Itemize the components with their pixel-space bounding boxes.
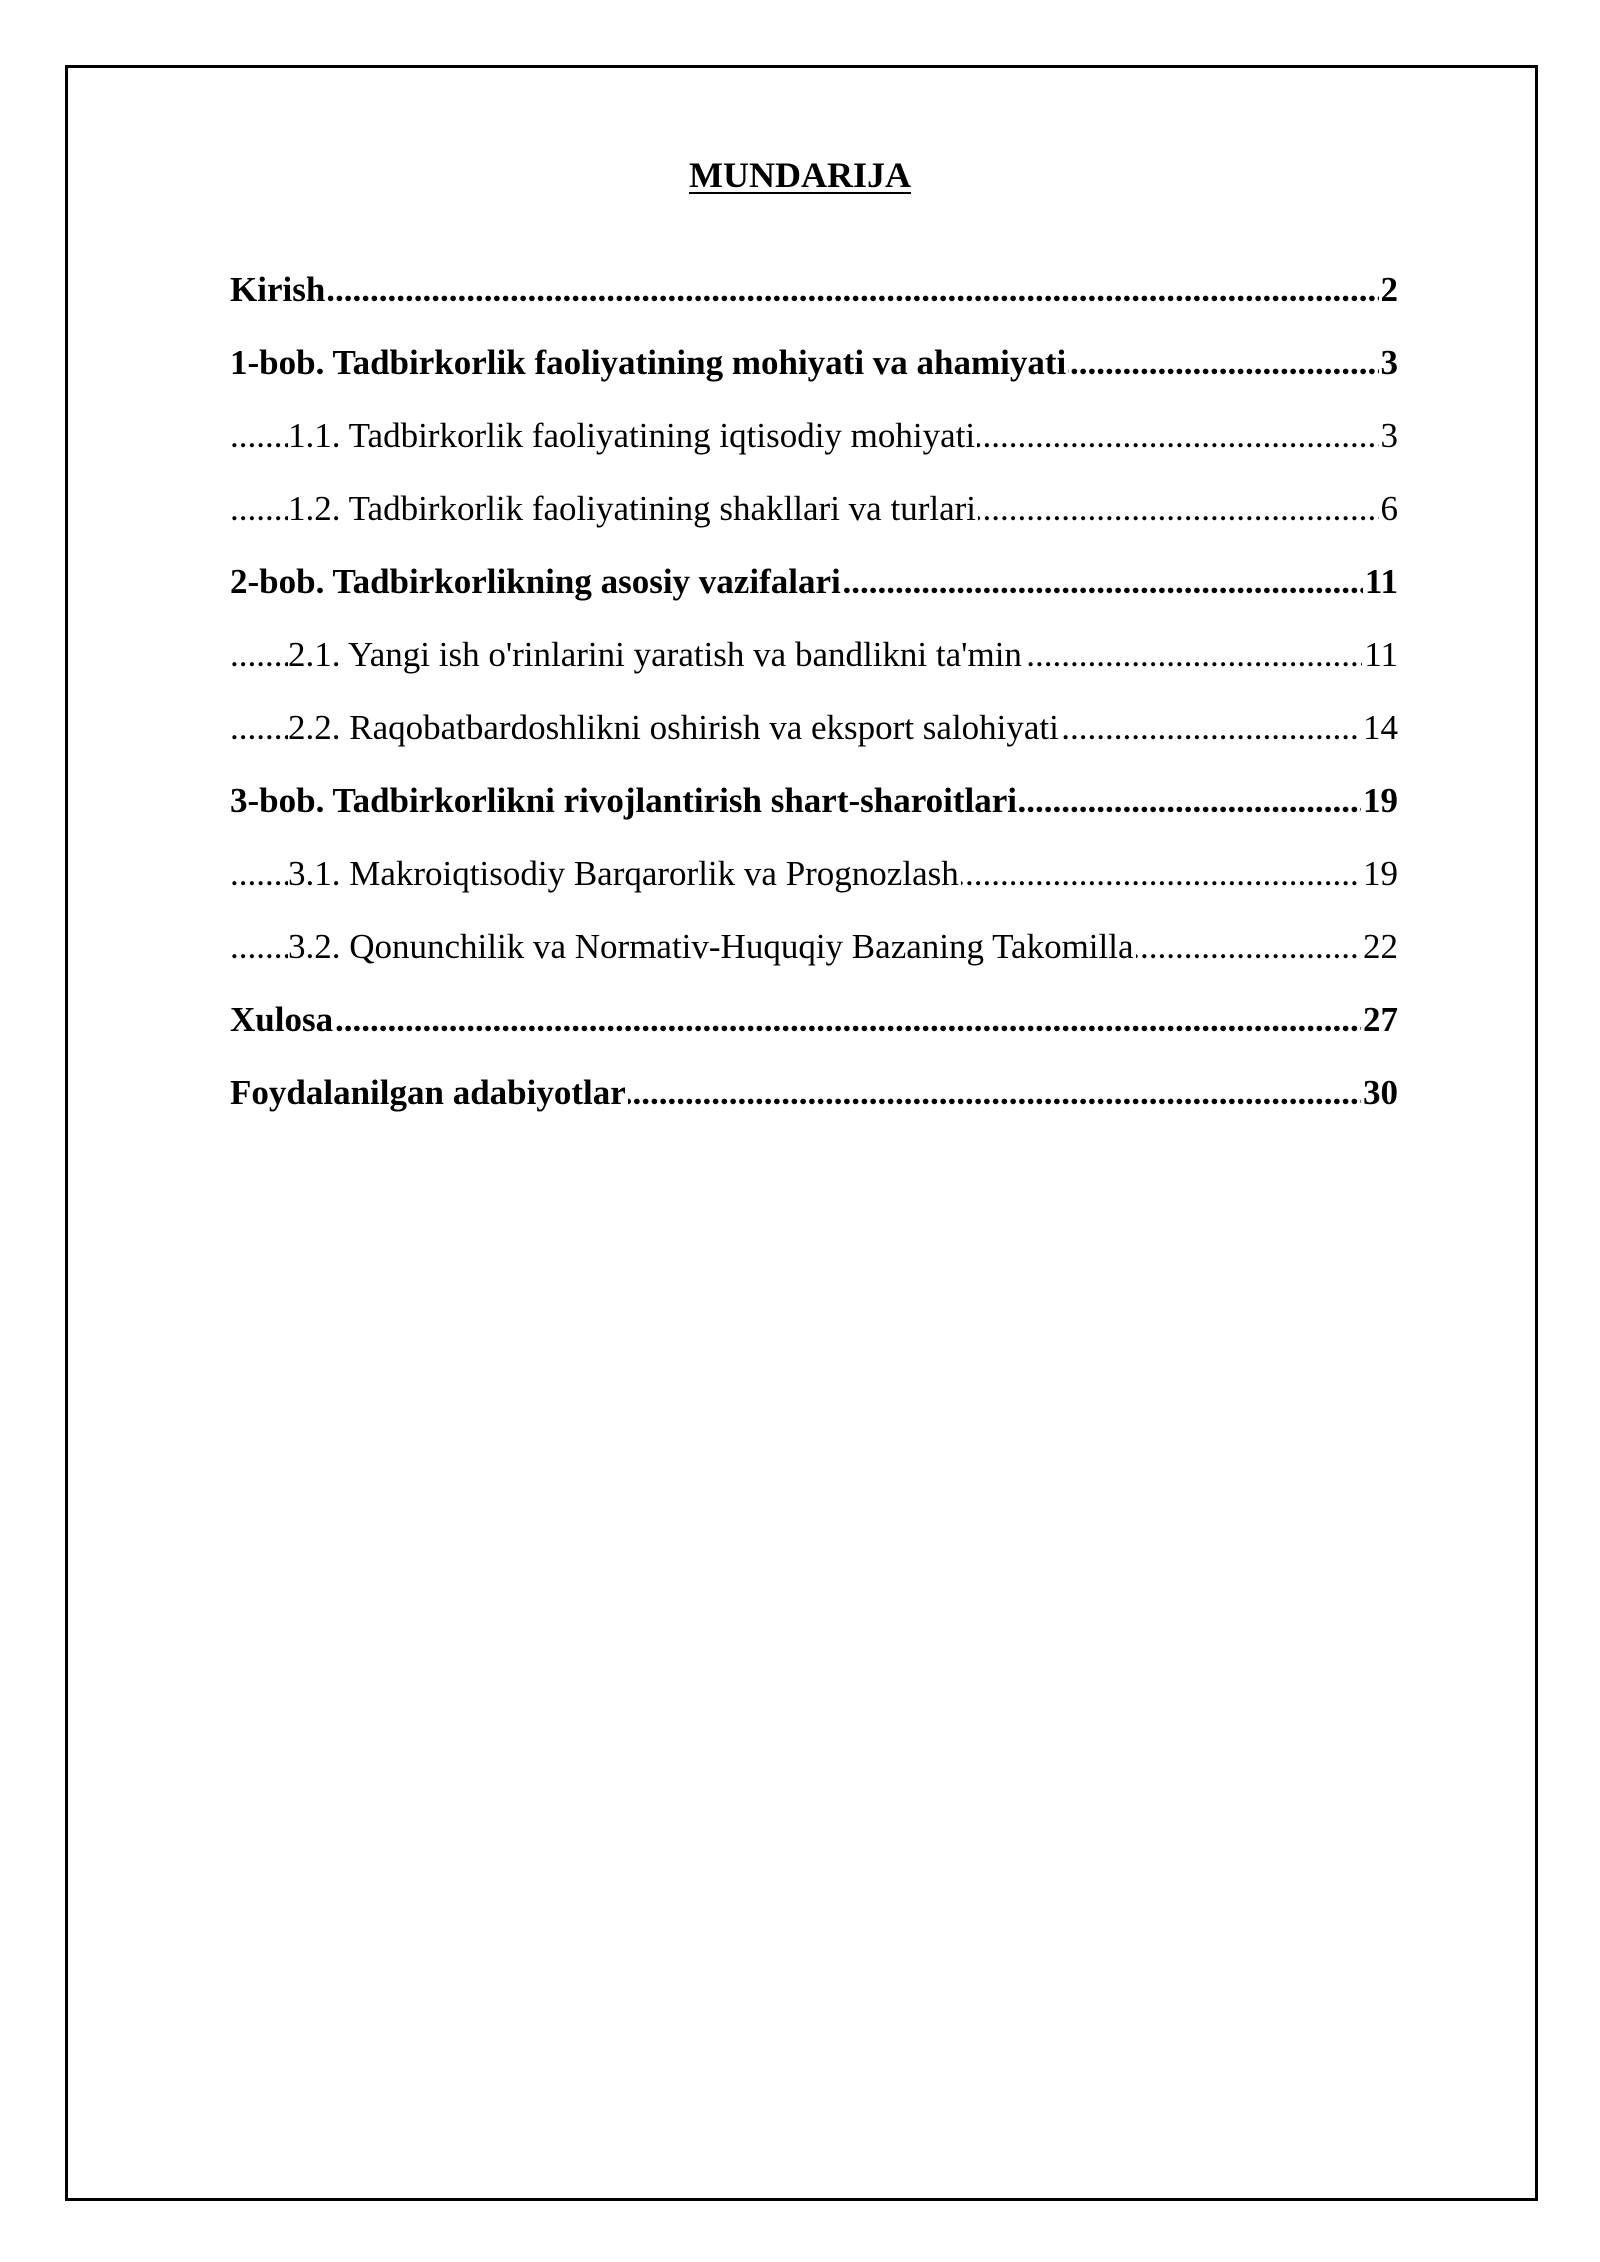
toc-page-number: 3 [1379, 408, 1399, 464]
toc-page-number: 6 [1379, 481, 1399, 537]
toc-entry-section-1-2[interactable] [230, 481, 1398, 554]
toc-entry-label: 1.1. Tadbirkorlik faoliyatining iqtisodiy mohiyati [288, 416, 976, 455]
toc-page-number: 30 [1361, 1065, 1398, 1121]
toc-page-number: 11 [1362, 627, 1398, 683]
toc-entry-section-3-2[interactable] [230, 919, 1398, 992]
toc-entry-label: Foydalanilgan adabiyotlar [230, 1073, 626, 1112]
toc-entry-label: Xulosa [230, 1000, 334, 1039]
toc-entry-section-2-1[interactable] [230, 627, 1398, 700]
toc-entry-label: 1.2. Tadbirkorlik faoliyatining shakllari va turlari [288, 489, 976, 528]
table-of-contents [230, 262, 1398, 1138]
toc-entry-kirish[interactable] [230, 262, 1398, 335]
toc-entry-chapter-2[interactable] [230, 554, 1398, 627]
toc-entry-section-3-1[interactable] [230, 846, 1398, 919]
toc-page-number: 22 [1361, 919, 1398, 975]
toc-page-number: 3 [1379, 335, 1399, 391]
toc-entry-chapter-3[interactable] [230, 773, 1398, 846]
toc-entry-label: Kirish [230, 270, 326, 309]
toc-page-number: 11 [1363, 554, 1398, 610]
toc-entry-label: 3.1. Makroiqtisodiy Barqarorlik va Prognozlash [288, 854, 959, 893]
toc-entry-section-2-2[interactable] [230, 700, 1398, 773]
page-title: MUNDARIJA [689, 155, 911, 195]
toc-entry-label: 3-bob. Tadbirkorlikni rivojlantirish shart-sharoitlari [230, 781, 1017, 820]
toc-leader-dots [230, 262, 1398, 318]
toc-page-number: 14 [1361, 700, 1398, 756]
toc-page-number: 27 [1361, 992, 1398, 1048]
toc-leader-dots [230, 992, 1398, 1048]
toc-entry-xulosa[interactable] [230, 992, 1398, 1065]
toc-entry-label: 2.2. Raqobatbardoshlikni oshirish va eksport salohiyati [288, 708, 1059, 747]
toc-entry-label: 1-bob. Tadbirkorlik faoliyatining mohiyati va ahamiyati [230, 343, 1067, 382]
toc-entry-bibliography[interactable] [230, 1065, 1398, 1138]
toc-entry-label: 2-bob. Tadbirkorlikning asosiy vazifalari [230, 562, 841, 601]
toc-entry-section-1-1[interactable] [230, 408, 1398, 481]
toc-entry-chapter-1[interactable] [230, 335, 1398, 408]
toc-entry-label: 2.1. Yangi ish o'rinlarini yaratish va bandlikni ta'min [288, 635, 1022, 674]
toc-page-number: 2 [1379, 262, 1399, 318]
toc-page-number: 19 [1361, 846, 1398, 902]
toc-page-number: 19 [1361, 773, 1398, 829]
toc-entry-label: 3.2. Qonunchilik va Normativ-Huquqiy Bazaning Takomilla [288, 927, 1134, 966]
